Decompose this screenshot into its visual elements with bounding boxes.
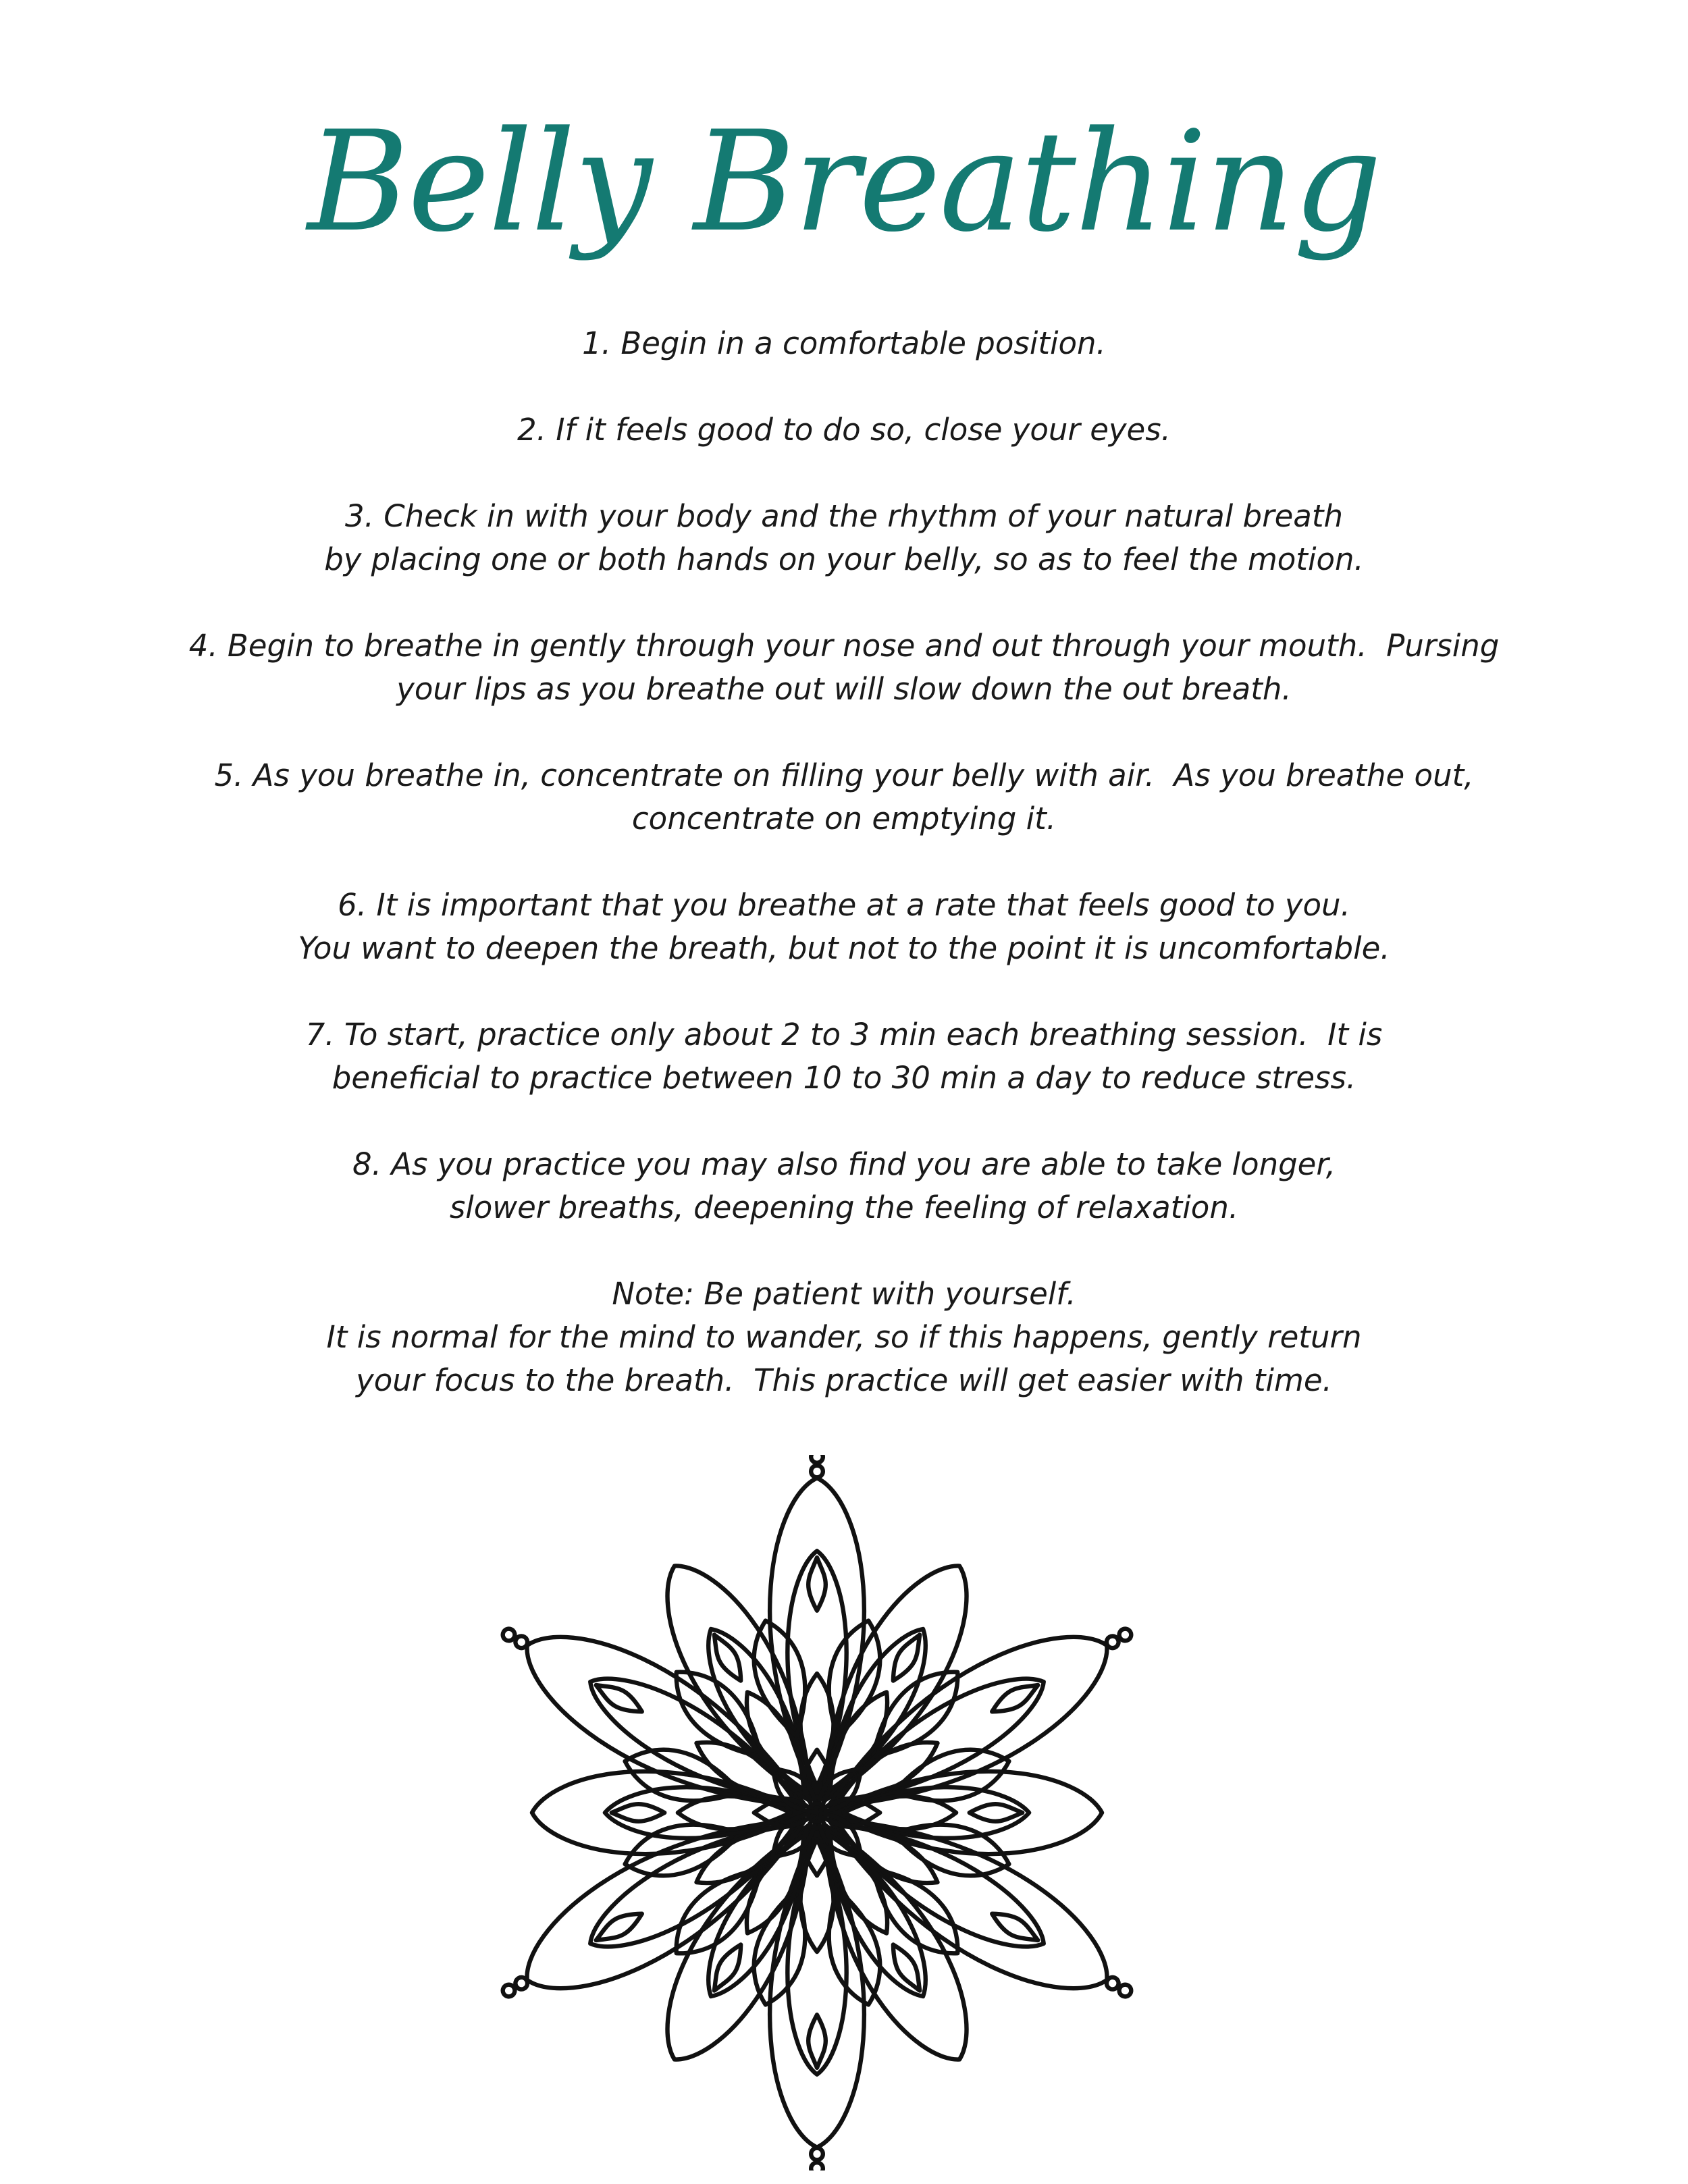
- mandala-outer-petal: [830, 1772, 1102, 1854]
- step-5-line-1: 5. As you breathe in, concentrate on filling your belly with air. As you breathe out,: [214, 757, 1474, 793]
- mandala-bead: [1117, 1626, 1133, 1643]
- mandala-bead: [1117, 1982, 1133, 1998]
- mandala-lobe: [743, 1884, 819, 2011]
- step-7-line-2: beneficial to practice between 10 to 30 min a day to reduce stress.: [332, 1060, 1356, 1096]
- step-6-line-1: 6. It is important that you breathe at a rate that feels good to you.: [338, 887, 1350, 923]
- note-line-2: It is normal for the mind to wander, so if this happens, gently return: [326, 1319, 1362, 1355]
- step-5-line-2: concentrate on emptying it.: [631, 801, 1057, 836]
- mandala-bead: [500, 1982, 517, 1998]
- step-4: [101, 624, 1587, 711]
- mandala-leaf: [808, 2015, 826, 2068]
- mandala-bead: [811, 2148, 823, 2160]
- step-1-line-1: 1. Begin in a comfortable position.: [582, 325, 1106, 361]
- mandala-outer-petal: [805, 1605, 1130, 1847]
- mandala-bead: [811, 1466, 823, 1478]
- mandala-outer-petal: [504, 1605, 829, 1847]
- instructions-list: [101, 322, 1587, 1445]
- mandala-bead: [500, 1626, 517, 1643]
- step-4-line-2: your lips as you breathe out will slow down the out breath.: [396, 671, 1292, 707]
- step-7-line-1: 7. To start, practice only about 2 to 3 min each breathing session. It is: [305, 1017, 1383, 1053]
- mandala-lobe: [815, 1615, 891, 1742]
- mandala-bead: [811, 2162, 823, 2170]
- note-line-1: Note: Be patient with yourself.: [612, 1276, 1076, 1312]
- mandala-outer-petal: [504, 1778, 829, 2021]
- mandala-leaf: [808, 1557, 826, 1611]
- step-3: [101, 495, 1587, 581]
- step-8-line-1: 8. As you practice you may also find you are able to take longer,: [352, 1146, 1336, 1182]
- step-5: [101, 754, 1587, 841]
- mandala-outer-petal: [805, 1778, 1130, 2021]
- mandala-outer-petal: [532, 1772, 803, 1854]
- step-2-line-1: 2. If it feels good to do so, close your eyes.: [517, 412, 1171, 448]
- step-3-line-1: 3. Check in with your body and the rhythm of your natural breath: [344, 498, 1344, 534]
- step-2: [101, 408, 1587, 452]
- step-6-line-2: You want to deepen the breath, but not to the point it is uncomfortable.: [298, 930, 1390, 966]
- step-6: [101, 884, 1587, 970]
- step-8-line-2: slower breaths, deepening the feeling of relaxation.: [449, 1190, 1239, 1225]
- mandala-lobe: [743, 1615, 819, 1742]
- note-line-3: your focus to the breath. This practice will get easier with time.: [356, 1362, 1332, 1398]
- step-8: [101, 1143, 1587, 1229]
- mandala-bead: [811, 1455, 823, 1463]
- page-title: Belly Breathing: [307, 102, 1381, 263]
- step-1: [101, 322, 1587, 365]
- mandala-leaf: [612, 1804, 665, 1821]
- mandala-leaf: [970, 1804, 1023, 1821]
- mandala-lobe: [815, 1884, 891, 2011]
- step-7: [101, 1013, 1587, 1100]
- step-4-line-1: 4. Begin to breathe in gently through your nose and out through your mouth. Pursing: [188, 628, 1500, 664]
- mandala-illustration: [459, 1455, 1175, 2170]
- step-3-line-2: by placing one or both hands on your belly, so as to feel the motion.: [324, 541, 1364, 577]
- note: [101, 1273, 1587, 1402]
